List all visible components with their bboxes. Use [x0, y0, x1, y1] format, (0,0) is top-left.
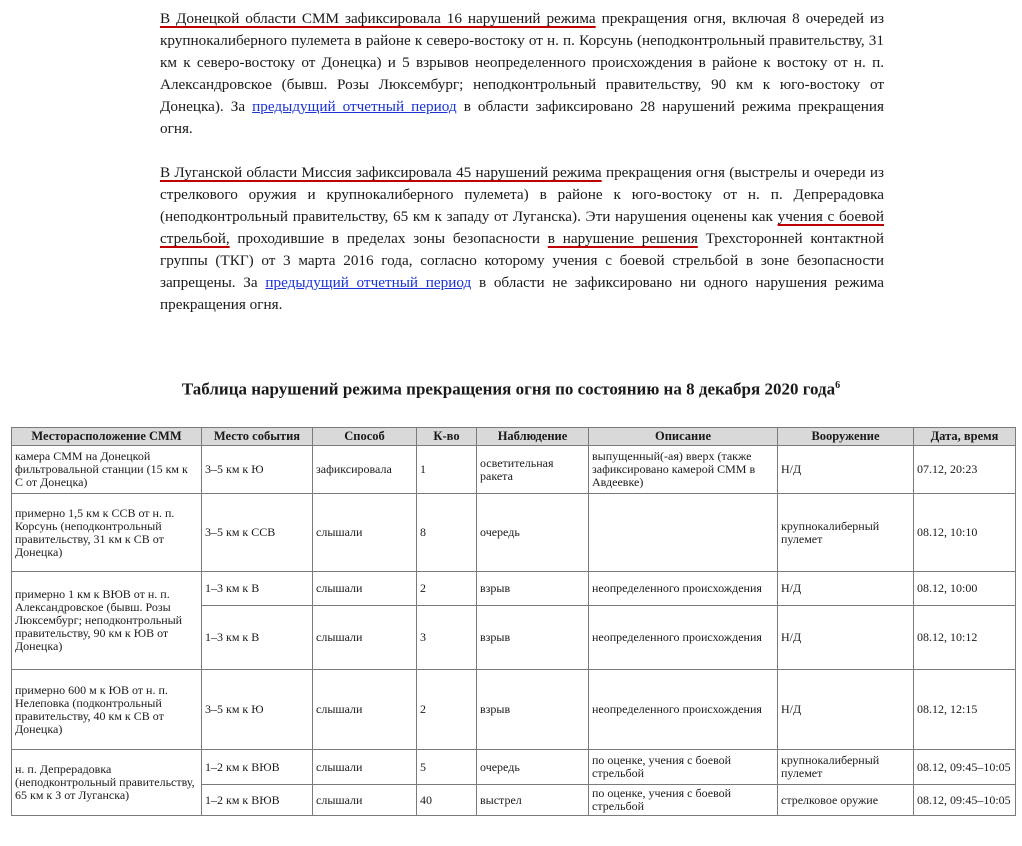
- donetsk-text-1: прекращения огня, включая 8 очередей из крупнокалиберного пулемета в районе к северо-востоку от н. п. Корсунь (неподконтрольный правительству, 31 км к северо-востоку от Донецка) и 5 взрывов неопределенного происхождения в районе к востоку от н. п. Александровское (бывш. Розы Люксембург; неподконтрольный правительству, 90 км к юго-востоку от Донецка). За: [160, 10, 884, 115]
- donetsk-paragraph: [160, 8, 884, 140]
- luhansk-previous-period-link[interactable]: предыдущий отчетный период: [265, 274, 472, 291]
- count-cell: 1: [417, 446, 477, 494]
- luhansk-highlight-1: В Луганской области Миссия зафиксировала 45 нарушений режима: [160, 164, 602, 181]
- count-cell: 2: [417, 670, 477, 750]
- donetsk-highlight: В Донецкой области СММ зафиксировала 16 нарушений режима: [160, 10, 596, 27]
- event-place-cell: 1–2 км к ВЮВ: [202, 750, 313, 785]
- event-place-cell: 3–5 км к Ю: [202, 670, 313, 750]
- header-method: Способ: [313, 428, 417, 446]
- observation-cell: выстрел: [477, 785, 589, 816]
- datetime-cell: 07.12, 20:23: [914, 446, 1016, 494]
- method-cell: слышали: [313, 494, 417, 572]
- datetime-cell: 08.12, 10:12: [914, 606, 1016, 670]
- datetime-cell: 08.12, 09:45–10:05: [914, 785, 1016, 816]
- donetsk-text-2: в области зафиксировано 28 нарушений режима прекращения огня.: [160, 98, 884, 137]
- luhansk-text-2: проходившие в пределах зоны безопасности: [229, 230, 548, 247]
- report-body: [160, 8, 884, 316]
- header-location: Месторасположение СММ: [12, 428, 202, 446]
- header-datetime: Дата, время: [914, 428, 1016, 446]
- table-title-footnote: 6: [835, 380, 841, 391]
- weapon-cell: Н/Д: [778, 446, 914, 494]
- location-cell: примерно 600 м к ЮВ от н. п. Нелеповка (подконтрольный правительству, 40 км к СВ от Донецка): [12, 670, 202, 750]
- observation-cell: взрыв: [477, 572, 589, 606]
- header-description: Описание: [589, 428, 778, 446]
- table-header-row: [12, 428, 1016, 446]
- luhansk-text-4: в области не зафиксировано ни одного нарушения режима прекращения огня.: [160, 274, 884, 313]
- datetime-cell: 08.12, 10:10: [914, 494, 1016, 572]
- observation-cell: очередь: [477, 750, 589, 785]
- description-cell: по оценке, учения с боевой стрельбой: [589, 785, 778, 816]
- header-observation: Наблюдение: [477, 428, 589, 446]
- event-place-cell: 1–2 км к ВЮВ: [202, 785, 313, 816]
- count-cell: 5: [417, 750, 477, 785]
- header-event-place: Место события: [202, 428, 313, 446]
- weapon-cell: крупнокалиберный пулемет: [778, 750, 914, 785]
- table-title: [0, 374, 1022, 402]
- ceasefire-violations-table: [11, 427, 1016, 816]
- method-cell: слышали: [313, 670, 417, 750]
- description-cell: [589, 494, 778, 572]
- observation-cell: осветительная ракета: [477, 446, 589, 494]
- weapon-cell: стрелковое оружие: [778, 785, 914, 816]
- table-title-text: Таблица нарушений режима прекращения огня по состоянию на 8 декабря 2020 года: [181, 379, 836, 399]
- datetime-cell: 08.12, 12:15: [914, 670, 1016, 750]
- luhansk-highlight-2: учения с боевой стрельбой,: [160, 208, 884, 247]
- luhansk-text-1: прекращения огня (выстрелы и очереди из стрелкового оружия и крупнокалиберного пулемета) в районе к юго-востоку от н. п. Депрерадовка (неподконтрольный правительству, 65 км к западу от Луганска). Эти нарушения оценены как: [160, 164, 884, 225]
- table-row: [12, 572, 1016, 606]
- luhansk-highlight-3: в нарушение решения: [547, 230, 698, 247]
- method-cell: слышали: [313, 785, 417, 816]
- description-cell: по оценке, учения с боевой стрельбой: [589, 750, 778, 785]
- method-cell: слышали: [313, 750, 417, 785]
- location-cell: камера СММ на Донецкой фильтровальной станции (15 км к С от Донецка): [12, 446, 202, 494]
- event-place-cell: 3–5 км к ССВ: [202, 494, 313, 572]
- description-cell: неопределенного происхождения: [589, 670, 778, 750]
- datetime-cell: 08.12, 09:45–10:05: [914, 750, 1016, 785]
- observation-cell: очередь: [477, 494, 589, 572]
- ceasefire-table-wrapper: [11, 427, 1015, 816]
- header-weapon: Вооружение: [778, 428, 914, 446]
- observation-cell: взрыв: [477, 606, 589, 670]
- table-row: [12, 494, 1016, 572]
- method-cell: зафиксировала: [313, 446, 417, 494]
- event-place-cell: 1–3 км к В: [202, 606, 313, 670]
- count-cell: 8: [417, 494, 477, 572]
- table-row: [12, 750, 1016, 785]
- weapon-cell: Н/Д: [778, 572, 914, 606]
- table-row: [12, 670, 1016, 750]
- location-cell: н. п. Депрерадовка (неподконтрольный правительству, 65 км к З от Луганска): [12, 750, 202, 816]
- weapon-cell: крупнокалиберный пулемет: [778, 494, 914, 572]
- description-cell: выпущенный(-ая) вверх (также зафиксировано камерой СММ в Авдеевке): [589, 446, 778, 494]
- event-place-cell: 1–3 км к В: [202, 572, 313, 606]
- method-cell: слышали: [313, 606, 417, 670]
- weapon-cell: Н/Д: [778, 606, 914, 670]
- method-cell: слышали: [313, 572, 417, 606]
- count-cell: 3: [417, 606, 477, 670]
- event-place-cell: 3–5 км к Ю: [202, 446, 313, 494]
- location-cell: примерно 1 км к ВЮВ от н. п. Александровское (бывш. Розы Люксембург; неподконтрольный правительству, 90 км к ЮВ от Донецка): [12, 572, 202, 670]
- header-count: К-во: [417, 428, 477, 446]
- luhansk-text-3: Трехсторонней контактной группы (ТКГ) от 3 марта 2016 года, согласно которому учения с боевой стрельбой в зоне безопасности запрещены. За: [160, 230, 884, 291]
- table-row: [12, 446, 1016, 494]
- datetime-cell: 08.12, 10:00: [914, 572, 1016, 606]
- weapon-cell: Н/Д: [778, 670, 914, 750]
- luhansk-paragraph: [160, 162, 884, 316]
- observation-cell: взрыв: [477, 670, 589, 750]
- description-cell: неопределенного происхождения: [589, 606, 778, 670]
- count-cell: 2: [417, 572, 477, 606]
- description-cell: неопределенного происхождения: [589, 572, 778, 606]
- count-cell: 40: [417, 785, 477, 816]
- donetsk-previous-period-link[interactable]: предыдущий отчетный период: [252, 98, 457, 115]
- location-cell: примерно 1,5 км к ССВ от н. п. Корсунь (неподконтрольный правительству, 31 км к СВ от Донецка): [12, 494, 202, 572]
